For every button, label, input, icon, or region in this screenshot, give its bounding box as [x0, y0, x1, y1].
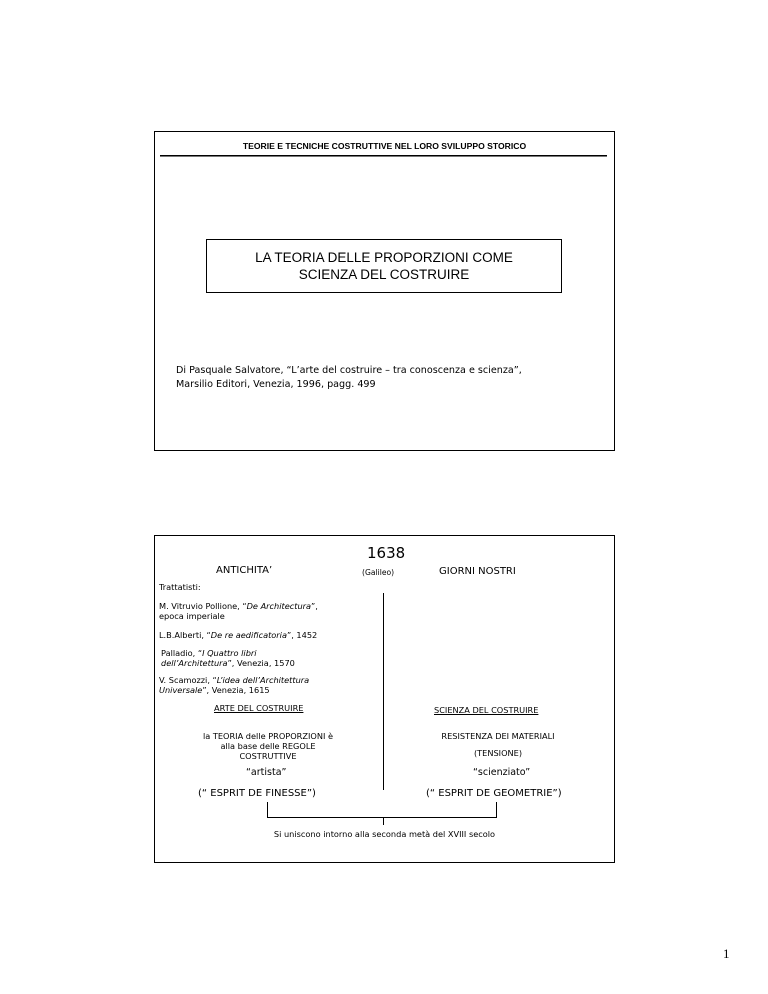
author-vitruvio: M. Vitruvio Pollione, “De Architectura”, epoca imperiale — [159, 601, 318, 621]
slide-1 — [154, 131, 615, 451]
bracket-stem — [383, 817, 384, 825]
left-heading: ANTICHITA’ — [216, 565, 273, 576]
bibliographic-reference — [176, 364, 522, 392]
page-number: 1 — [723, 946, 730, 961]
esprit-de-finesse: (“ ESPRIT DE FINESSE”) — [198, 788, 316, 799]
header-rule — [160, 155, 607, 157]
right-heading: GIORNI NOSTRI — [439, 566, 516, 577]
author-scamozzi: V. Scamozzi, “L’idea dell’Architettura Universale”, Venezia, 1615 — [159, 675, 310, 695]
left-column-title: ARTE DEL COSTRUIRE — [214, 703, 304, 713]
bracket-left-leg — [267, 802, 268, 818]
conclusion-text: Si uniscono intorno alla seconda metà del XVIII secolo — [273, 829, 496, 839]
esprit-de-geometrie: (“ ESPRIT DE GEOMETRIE”) — [426, 788, 562, 799]
bracket-base — [267, 817, 497, 818]
title-line-2: SCIENZA DEL COSTRUIRE — [298, 267, 470, 282]
right-column-description: RESISTENZA DEI MATERIALI (TENSIONE) — [441, 731, 555, 758]
bracket-right-leg — [496, 802, 497, 818]
trattatisti-label: Trattatisti: — [159, 582, 201, 592]
reference-line-2: Marsilio Editori, Venezia, 1996, pagg. 499 — [176, 379, 376, 390]
slide-1-title-box — [206, 239, 562, 293]
year-note: (Galileo) — [362, 568, 395, 577]
reference-line-1: Di Pasquale Salvatore, “L’arte del costruire – tra conoscenza e scienza”, — [176, 365, 522, 376]
timeline-divider — [383, 593, 384, 790]
left-role: “artista” — [246, 767, 287, 778]
slide-1-header: TEORIE E TECNICHE COSTRUTTIVE NEL LORO SVILUPPO STORICO — [242, 141, 527, 151]
author-palladio: Palladio, “I Quattro libri dell’Architettura”, Venezia, 1570 — [161, 648, 295, 668]
year-label: 1638 — [367, 544, 406, 562]
slide-2 — [154, 535, 615, 863]
right-column-title: SCIENZA DEL COSTRUIRE — [434, 705, 539, 715]
right-role: “scienziato” — [473, 767, 531, 778]
author-alberti: L.B.Alberti, “De re aedificatoria”, 1452 — [159, 630, 318, 640]
left-column-description: la TEORIA delle PROPORZIONI è alla base delle REGOLE COSTRUTTIVE — [202, 731, 334, 761]
title-line-1: LA TEORIA DELLE PROPORZIONI COME — [255, 250, 513, 265]
